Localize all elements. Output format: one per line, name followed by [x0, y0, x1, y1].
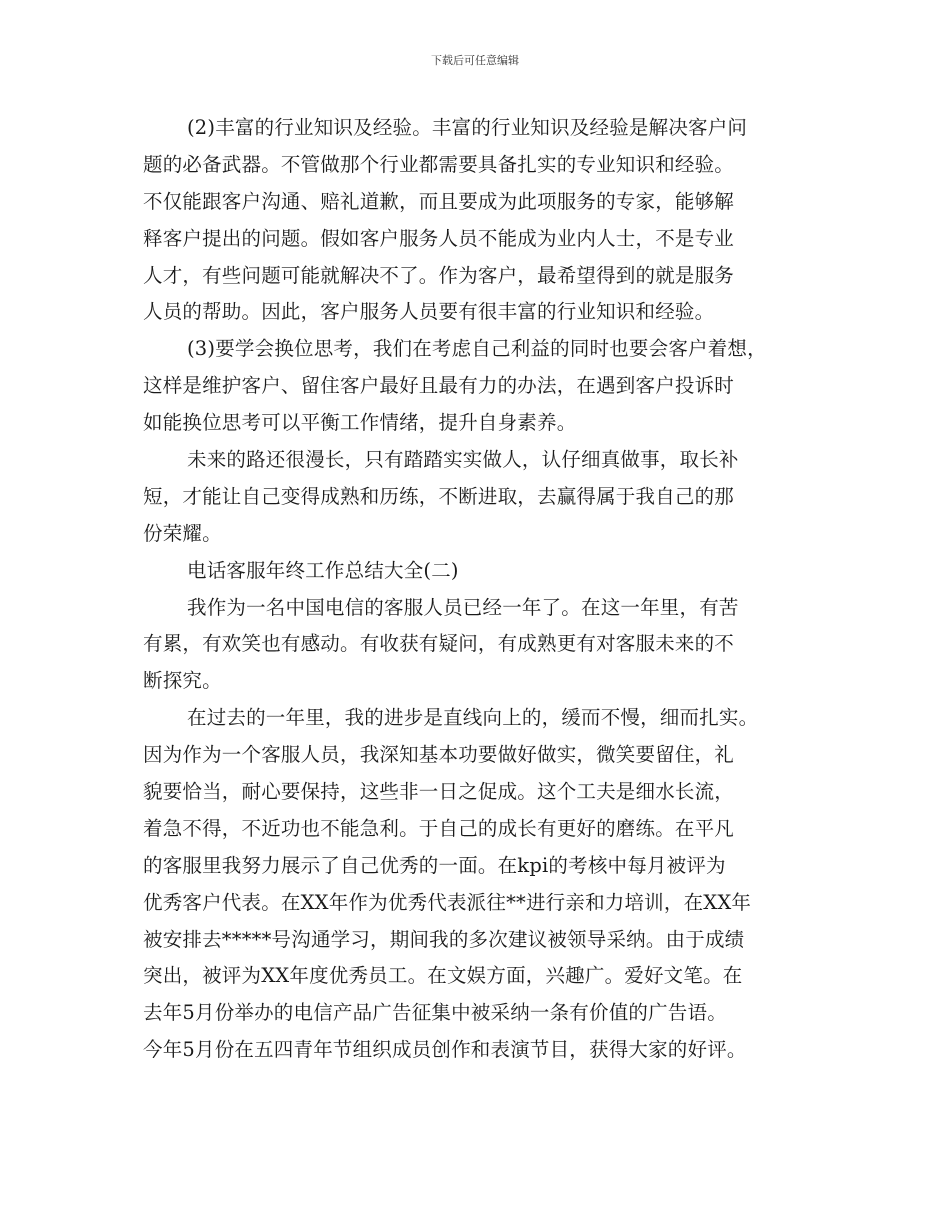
text-line: 貌要恰当，耐心要保持，这些非一日之促成。这个工夫是细水长流，: [143, 780, 735, 804]
text-line: 去年5月份举办的电信产品广告征集中被采纳一条有价值的广告语。: [143, 1001, 727, 1025]
text-line: (2)丰富的行业知识及经验。丰富的行业知识及经验是解决客户问: [187, 116, 748, 139]
page-header: 下载后可任意编辑: [431, 54, 519, 67]
text-line: 断探究。: [143, 669, 222, 693]
text-line: 未来的路还很漫长，只有踏踏实实做人，认仔细真做事，取长补: [187, 448, 739, 472]
text-line: 这样是维护客户、留住客户最好且最有力的办法，在遇到客户投诉时: [143, 374, 735, 398]
text-line: 今年5月份在五四青年节组织成员创作和表演节目，获得大家的好评。: [143, 1038, 747, 1062]
text-line: 因为作为一个客服人员，我深知基本功要做好做实，微笑要留住，礼: [143, 743, 735, 767]
text-line: 在过去的一年里，我的进步是直线向上的，缓而不慢，细而扎实。: [187, 706, 759, 730]
text-line: 着急不得，不近功也不能急利。于自己的成长有更好的磨练。在平凡: [143, 816, 735, 840]
text-line: 我作为一名中国电信的客服人员已经一年了。在这一年里，有苦: [187, 595, 739, 619]
text-line: 短，才能让自己变得成熟和历练，不断进取，去赢得属于我自己的那: [143, 484, 735, 508]
text-line: 人才，有些问题可能就解决不了。作为客户，最希望得到的就是服务: [143, 263, 735, 287]
text-line: 优秀客户代表。在XX年作为优秀代表派往**进行亲和力培训，在XX年: [143, 890, 752, 914]
text-line: 被安排去*****号沟通学习，期间我的多次建议被领导采纳。由于成绩: [143, 927, 745, 951]
document-body: [143, 110, 823, 1069]
text-line: 的客服里我努力展示了自己优秀的一面。在kpi的考核中每月被评为: [143, 853, 726, 877]
text-line: 释客户提出的问题。假如客户服务人员不能成为业内人士，不是专业: [143, 226, 735, 250]
text-line: 突出，被评为XX年度优秀员工。在文娱方面，兴趣广。爱好文笔。在: [143, 964, 743, 988]
text-line: 份荣耀。: [143, 521, 222, 545]
text-line: 题的必备武器。不管做那个行业都需要具备扎实的专业知识和经验。: [143, 152, 735, 176]
section-heading: 电话客服年终工作总结大全(二): [187, 558, 459, 582]
text-line: (3)要学会换位思考，我们在考虑自己利益的同时也要会客户着想，: [187, 337, 767, 361]
text-line: 有累，有欢笑也有感动。有收获有疑问，有成熟更有对客服未来的不: [143, 632, 735, 656]
text-line: 如能换位思考可以平衡工作情绪，提升自身素养。: [143, 411, 577, 435]
text-line: 不仅能跟客户沟通、赔礼道歉，而且要成为此项服务的专家，能够解: [143, 189, 735, 213]
text-line: 人员的帮助。因此，客户服务人员要有很丰富的行业知识和经验。: [143, 300, 715, 324]
